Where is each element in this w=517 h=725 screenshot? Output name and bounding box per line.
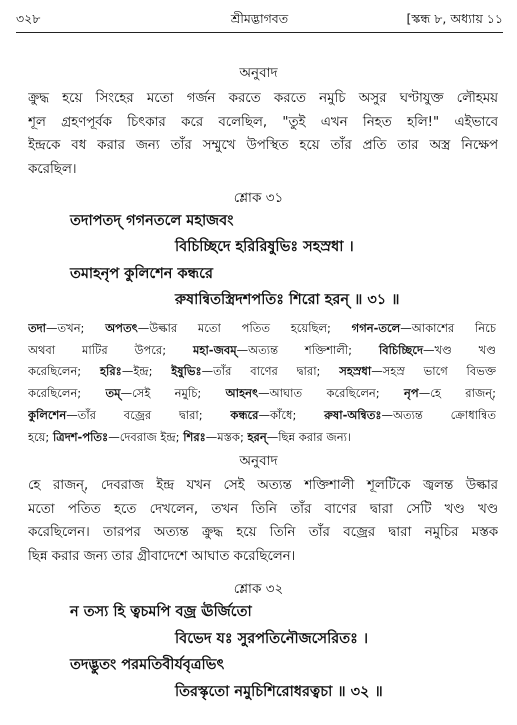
word-meaning: —তখন; (46, 321, 106, 335)
word-meaning: —অত্যন্ত শক্তিশালী; (236, 342, 379, 357)
sanskrit-word: কন্ধরে (230, 407, 259, 422)
paragraph-line: করেছিল। (28, 161, 77, 177)
word-meaning: —হে রাজন্; (418, 386, 496, 401)
chapter-reference: [স্কন্ধ ৮, অধ্যায় ১১ (406, 11, 503, 26)
verse-line: তিরস্কৃতো নমুচিশিরোধরত্বচা ॥ ৩২ ॥ (175, 684, 383, 700)
sanskrit-word: কুলিশেন (28, 407, 67, 422)
sanskrit-word: মহা-জবম্ (193, 342, 237, 357)
page-number: ৩২৮ (16, 11, 41, 26)
translation-heading: অনুবাদ (239, 65, 278, 81)
word-meaning: করেছিলেন; (28, 364, 101, 379)
header-rule (16, 32, 503, 33)
synonym-line (28, 383, 496, 405)
synonym-line (28, 361, 496, 383)
paragraph-line: শূল গ্রহণপূর্বক চিৎকার করে বলেছিল, "তুই এখন নিহত হলি!" এইভাবে (28, 114, 498, 130)
word-meaning: —তাঁর বজ্রের দ্বারা; (66, 407, 231, 422)
verse-line: তমাহনৃপ কুলিশেন কন্ধরে (70, 266, 213, 282)
synonym-line (28, 340, 496, 362)
paragraph-line: ক্রুদ্ধ হয়ে সিংহের মতো গর্জন করতে করতে নমুচি অসুর ঘণ্টাযুক্ত লৌহময় (28, 91, 498, 106)
sanskrit-word: বিচিচ্ছিদে (378, 342, 423, 357)
word-meaning: অথবা মাটির উপরে; (28, 342, 194, 357)
paragraph-line: মতো পতিত হতে দেখলেন, তখন তিনি তাঁর বাণের দ্বারা সেটি খণ্ড খণ্ড (28, 501, 498, 517)
word-meaning: —তাঁর বাণের দ্বারা; (201, 364, 340, 379)
verse-line: রুষান্বিতস্ত্রিদশপতিঃ শিরো হরন্ ॥ ৩১ ॥ (175, 292, 400, 308)
sanskrit-word: তদা (28, 321, 47, 335)
word-meaning: —খণ্ড খণ্ড (422, 342, 496, 357)
sanskrit-word: আহনৎ (225, 386, 259, 401)
sanskrit-word: হরন্ (247, 429, 267, 444)
word-meaning: —সেই নমুচি; (120, 386, 226, 401)
verse-line: বিচিচ্ছিদে হরিরিষুভিঃ সহস্রধা । (175, 239, 354, 255)
sanskrit-word: নৃপ (404, 386, 419, 401)
word-meaning: —মস্তক; (205, 429, 248, 444)
verse-line: তদদ্ভুতং পরমতিবীর্যবৃত্রভিৎ (70, 657, 225, 673)
translation-paragraph (28, 87, 498, 181)
synonym-line (28, 405, 496, 427)
word-meaning: করেছিলেন; (28, 386, 106, 401)
verse-line: বিভেদ যঃ সুরপতিনৌজসেরিতঃ । (175, 631, 369, 647)
sanskrit-word: তম্ (105, 386, 121, 401)
paragraph-line: ইন্দ্রকে বধ করার জন্য তাঁর সম্মুখে উপস্থিত হয়ে তাঁর প্রতি তার অস্ত্র নিক্ষেপ (28, 138, 498, 153)
paragraph-line: করেছিলেন। তারপর অত্যন্ত ক্রুদ্ধ হয়ে তিনি তাঁর বজ্রের দ্বারা নমুচির মস্তক (28, 525, 498, 540)
word-meaning: —দেবরাজ ইন্দ্র; (108, 429, 184, 444)
word-meaning: —অত্যন্ত ক্রোধান্বিত (381, 407, 496, 422)
sanskrit-word: রুষা-অন্বিতঃ (324, 407, 382, 422)
sanskrit-word: গগন-তলে (351, 321, 401, 335)
sanskrit-word: ইষুভিঃ (171, 364, 202, 379)
synonym-line (28, 427, 496, 449)
word-meaning: —আঘাত করেছিলেন; (258, 386, 405, 401)
translation-paragraph (28, 474, 498, 568)
sanskrit-word: সহস্রধা (339, 364, 372, 379)
verse-line: ন তস্য হি ত্বচমপি বজ্র ঊর্জিতো (70, 604, 252, 620)
word-meaning: —কাঁধে; (258, 407, 325, 422)
verse-heading: শ্লোক ৩১ (233, 190, 284, 206)
verse-line: তদাপতদ্ গগনতলে মহাজবং (70, 213, 234, 229)
translation-heading: অনুবাদ (239, 453, 278, 469)
paragraph-line: ছিন্ন করার জন্য তার গ্রীবাদেশে আঘাত করেছিলেন। (28, 548, 296, 564)
word-meaning: —উল্কার মতো পতিত হয়েছিল; (137, 321, 352, 335)
verse-heading: শ্লোক ৩২ (233, 581, 284, 597)
page-header (16, 8, 503, 30)
book-title: শ্রীমদ্ভাগবত (230, 11, 289, 26)
word-meaning: —আকাশের নিচে (400, 321, 496, 335)
sanskrit-word: ত্রিদশ-পতিঃ (52, 429, 109, 444)
sanskrit-word: শিরঃ (183, 429, 206, 444)
paragraph-line: হে রাজন্, দেবরাজ ইন্দ্র যখন সেই অত্যন্ত শক্তিশালী শূলটিকে জ্বলন্ত উল্কার (28, 478, 498, 493)
word-meaning: —ইন্দ্র; (121, 364, 172, 379)
sanskrit-word: হরিঃ (100, 364, 122, 379)
word-meaning: হয়ে; (28, 429, 53, 444)
sanskrit-word: অপতৎ (105, 321, 138, 335)
synonym-line (28, 318, 496, 340)
word-meaning: —ছিন্ন করার জন্য। (266, 429, 352, 444)
word-meaning: —সহস্র ভাগে বিভক্ত (371, 364, 496, 379)
word-by-word-synonyms (28, 318, 496, 448)
